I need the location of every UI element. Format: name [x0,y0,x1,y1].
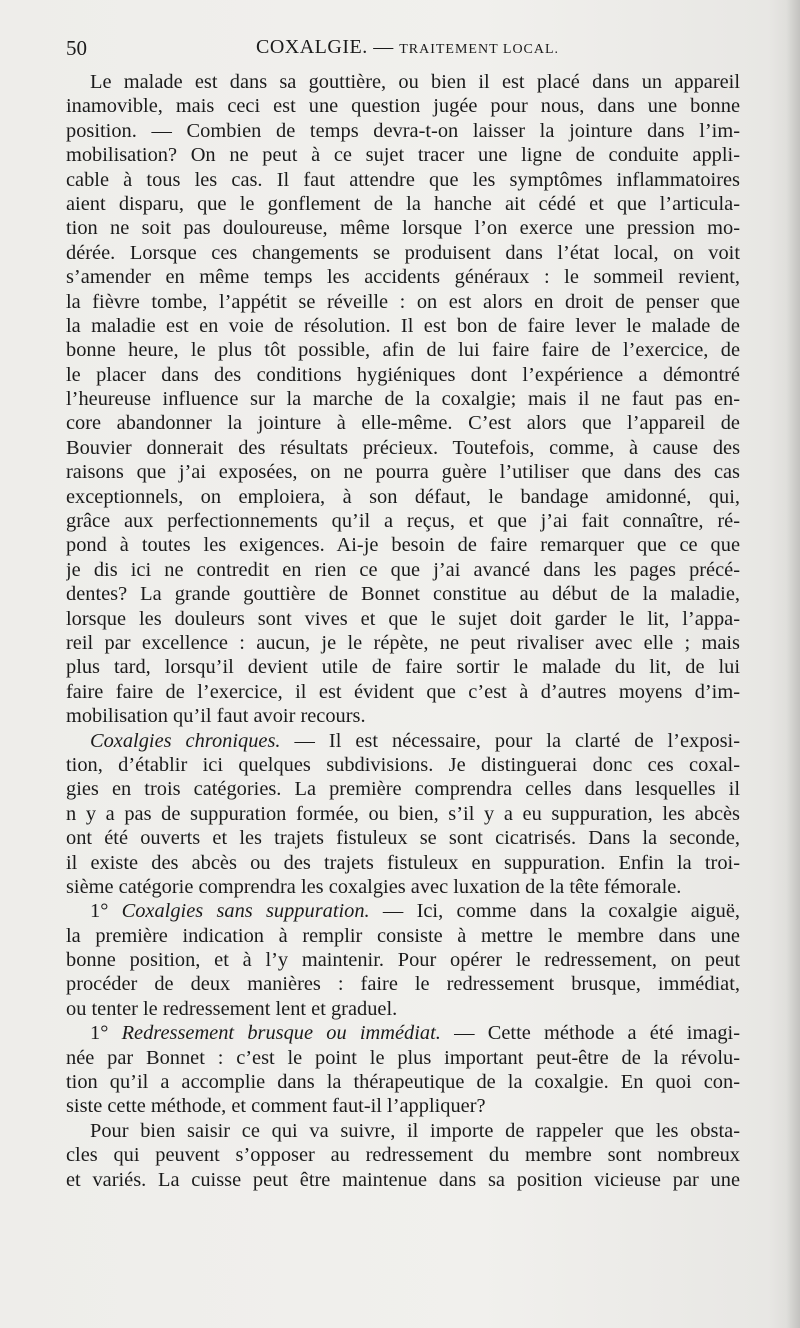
running-title-main: COXALGIE. [256,36,368,58]
text-line: bonne position, et à l’y maintenir. Pour opérer le redressement, on peut [66,949,740,972]
text-line: tion, d’établir ici quelques subdivisions. Je distinguerai donc ces coxal- [66,753,740,776]
running-title [256,36,559,59]
text-line: tion qu’il a accomplie dans la thérapeutique de la coxalgie. En quoi con- [66,1071,740,1094]
text-line: lorsque les douleurs sont vives et que le sujet doit garder le lit, l’appa- [66,607,740,630]
page-edge-shadow [786,0,800,1328]
text-line: le placer dans des conditions hygiéniques dont l’expérience a démontré [66,363,740,386]
text-line: pond à toutes les exigences. Ai-je besoin de faire remarquer que ce que [66,534,740,557]
section-heading-line: Coxalgies chroniques. — Il est nécessaire, pour la clarté de l’exposi- [90,729,740,752]
text-line: née par Bonnet : c’est le point le plus important peut-être de la révolu- [66,1046,740,1069]
italic-heading: Coxalgies chroniques. [90,729,281,752]
text-line: je dis ici ne contredit en rien ce que j’ai avancé dans les pages précé- [66,558,740,581]
section-heading-line: 1° Redressement brusque ou immédiat. — Cette méthode a été imagi- [90,1022,740,1045]
text-line: procéder de deux manières : faire le redressement brusque, immédiat, [66,973,740,996]
text-line: l’heureuse influence sur la marche de la coxalgie; mais il ne faut pas en- [66,388,740,411]
text-line: inamovible, mais ceci est une question jugée pour nous, dans une bonne [66,95,740,118]
text-line: il existe des abcès ou des trajets fistuleux en suppuration. Enfin la troi- [66,851,740,874]
text-line: mobilisation qu’il faut avoir recours. [66,705,366,728]
text-line: dérée. Lorsque ces changements se produisent dans l’état local, on voit [66,241,740,264]
text-line: faire faire de l’exercice, il est évident que c’est à d’autres moyens d’im- [66,680,740,703]
text-line: aient disparu, que le gonflement de la hanche ait cédé et que l’articula- [66,192,740,215]
running-title-sub: TRAITEMENT LOCAL. [399,42,560,57]
text-line: cles qui peuvent s’opposer au redressement du membre sont nombreux [66,1144,740,1167]
text-line: Bouvier donnerait des résultats précieux. Toutefois, comme, à cause des [66,436,740,459]
text-line: position. — Combien de temps devra-t-on laisser la jointure dans l’im- [66,119,740,142]
running-header [66,36,740,62]
page-number: 50 [66,36,87,60]
text-line: gies en trois catégories. La première comprendra celles dans lesquelles il [66,778,740,801]
text-line: dentes? La grande gouttière de Bonnet constitue au début de la maladie, [66,583,740,606]
text-line: siste cette méthode, et comment faut-il l’appliquer? [66,1095,486,1118]
text-line: plus tard, lorsqu’il devient utile de faire sortir le malade du lit, de lui [66,656,740,679]
body-text [66,70,740,1192]
text-line: exceptionnels, on emploiera, à son défaut, le bandage amidonné, qui, [66,485,740,508]
text-line: grâce aux perfectionnements qu’il a reçus, et que j’ai fait connaître, ré- [66,510,740,533]
text-line: ou tenter le redressement lent et graduel. [66,997,398,1020]
italic-heading: Redressement brusque ou immédiat. [121,1022,441,1045]
text-line: la première indication à remplir consiste à mettre le membre dans une [66,924,740,947]
text-line: cable à tous les cas. Il faut attendre que les symptômes inflammatoires [66,168,740,191]
text-line: la maladie est en voie de résolution. Il est bon de faire lever le malade de [66,314,740,337]
text-line: bonne heure, le plus tôt possible, afin de lui faire faire de l’exercice, de [66,339,740,362]
text-line: raisons que j’ai exposées, on ne pourra guère l’utiliser que dans des cas [66,461,740,484]
text-line: Le malade est dans sa gouttière, ou bien il est placé dans un appareil [90,71,740,93]
text-line: Pour bien saisir ce qui va suivre, il importe de rappeler que les obsta- [90,1119,740,1142]
text-line: n y a pas de suppuration formée, ou bien, s’il y a eu suppuration, les abcès [66,802,740,825]
text-line: ont été ouverts et les trajets fistuleux se sont cicatrisés. Dans la seconde, [66,827,740,850]
text-line: sième catégorie comprendra les coxalgies avec luxation de la tête fémorale. [66,875,682,898]
text-line: reil par excellence : aucun, je le répète, ne peut rivaliser avec elle ; mais [66,631,740,654]
text-line: et variés. La cuisse peut être maintenue dans sa position vicieuse par une [66,1168,740,1191]
text-line: mobilisation? On ne peut à ce sujet tracer une ligne de conduite appli- [66,144,740,167]
text-line: la fièvre tombe, l’appétit se réveille : on est alors en droit de penser que [66,290,740,313]
italic-heading: Coxalgies sans suppuration. [121,900,370,923]
text-line: s’amender en même temps les accidents généraux : le sommeil revient, [66,266,740,289]
text-line: tion ne soit pas douloureuse, même lorsque l’on exerce une pression mo- [66,217,740,240]
text-line: core abandonner la jointure à elle-même. C’est alors que l’appareil de [66,412,740,435]
section-heading-line: 1° Coxalgies sans suppuration. — Ici, comme dans la coxalgie aiguë, [90,900,740,923]
running-title-separator: — [373,36,394,58]
